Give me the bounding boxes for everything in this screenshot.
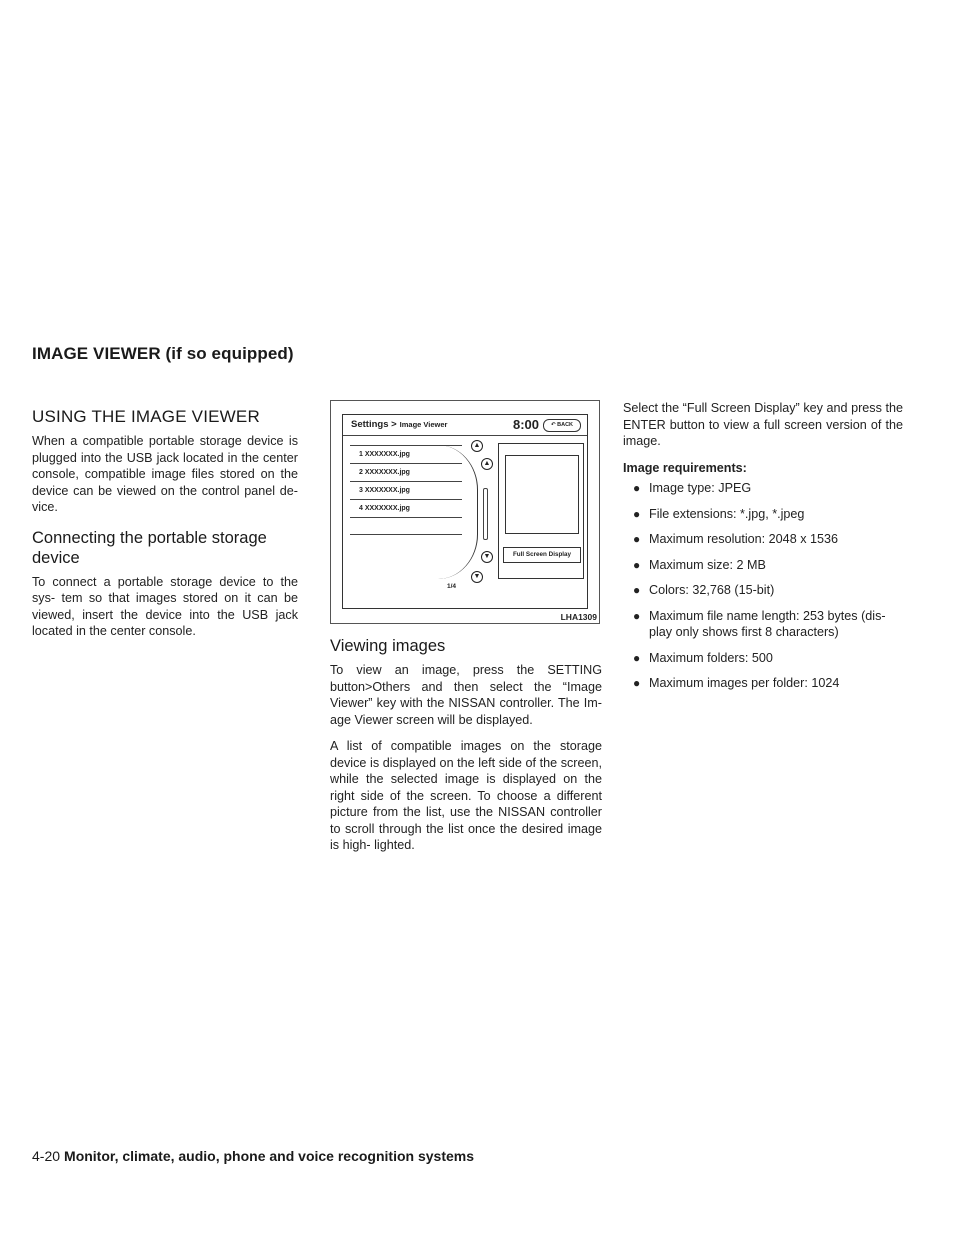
screen-clock: 8:00 xyxy=(513,417,540,432)
back-button[interactable]: ↶ BACK xyxy=(543,419,581,432)
requirements-heading: Image requirements: xyxy=(623,460,747,475)
requirement-item: ● Maximum file name length: 253 bytes (dis- play only shows first 8 characters) xyxy=(633,608,886,639)
bullet-icon: ● xyxy=(633,532,641,546)
full-screen-display-button[interactable]: Full Screen Display xyxy=(503,547,581,563)
screen-display xyxy=(342,414,588,609)
full-screen-paragraph: Select the “Full Screen Display” key and press the ENTER button to view a full screen version of the image. xyxy=(623,401,903,448)
file-list-item[interactable]: 1 XXXXXXX.jpg xyxy=(350,445,462,463)
requirement-item: ● Maximum size: 2 MB xyxy=(633,557,766,572)
screen-header xyxy=(343,415,587,436)
image-viewer-figure xyxy=(330,400,600,624)
bullet-icon: ● xyxy=(633,608,641,623)
heading-using-image-viewer: USING THE IMAGE VIEWER xyxy=(32,407,260,426)
figure-label: LHA1309 xyxy=(560,612,597,622)
viewing-paragraph-1: To view an image, press the SETTING button>Others and then select the “Image Viewer” key with the NISSAN controller. The Im- age Viewer screen will be displayed. xyxy=(330,663,602,727)
requirements-list xyxy=(623,480,903,692)
column-1 xyxy=(32,400,298,650)
column-3 xyxy=(623,400,903,701)
preview-panel xyxy=(498,443,584,579)
connect-paragraph: To connect a portable storage device to the sys- tem so that images stored on it can be viewed, insert the device into the USB jack located in the center console. xyxy=(32,574,298,638)
bullet-icon: ● xyxy=(633,557,641,572)
requirement-item: ● Maximum resolution: 2048 x 1536 xyxy=(633,532,839,546)
column-2 xyxy=(330,400,602,864)
page-indicator: 1/4 xyxy=(447,583,457,590)
requirement-item: ● Colors: 32,768 (15-bit) xyxy=(633,583,775,597)
requirement-item: ● File extensions: *.jpg, *.jpeg xyxy=(633,506,805,521)
page-number: 4-20 xyxy=(32,1148,61,1164)
viewing-paragraph-2: A list of compatible images on the storage device is displayed on the left side of the screen, while the selected image is displayed on the right side of the screen. To choose a different picture from the list, use the NISSAN controller to scroll through the list once the desired image is high- lighted. xyxy=(330,739,602,852)
bullet-icon: ● xyxy=(633,676,641,690)
scroll-up-top-icon[interactable]: ▲ xyxy=(471,440,483,452)
file-list-item[interactable]: 3 XXXXXXX.jpg xyxy=(350,481,462,499)
requirement-item: ● Maximum images per folder: 1024 xyxy=(633,676,840,690)
screen-title: Settings > Image Viewer xyxy=(351,419,448,430)
file-list-item[interactable]: 2 XXXXXXX.jpg xyxy=(350,463,462,481)
image-preview xyxy=(505,455,579,534)
heading-viewing-images: Viewing images xyxy=(330,637,446,655)
page-footer xyxy=(32,1148,474,1164)
chapter-title: Monitor, climate, audio, phone and voice recognition systems xyxy=(64,1148,474,1164)
bullet-icon: ● xyxy=(633,650,641,665)
scroll-down-bottom-icon[interactable]: ▼ xyxy=(471,571,483,583)
file-list-item[interactable]: 4 XXXXXXX.jpg xyxy=(350,499,462,517)
list-curve xyxy=(438,445,478,579)
intro-paragraph: When a compatible portable storage device is plugged into the USB jack located in the center console, compatible image files stored on the device can be viewed on the control panel de- vice. xyxy=(32,434,298,514)
scroll-down-icon[interactable]: ▼ xyxy=(481,551,493,563)
bullet-icon: ● xyxy=(633,481,641,495)
scrollbar[interactable] xyxy=(483,488,488,540)
requirement-item: ● Maximum folders: 500 xyxy=(633,650,773,665)
bullet-icon: ● xyxy=(633,506,641,521)
section-title: IMAGE VIEWER (if so equipped) xyxy=(32,344,294,363)
requirement-item: ● Image type: JPEG xyxy=(633,481,752,495)
bullet-icon: ● xyxy=(633,583,641,597)
heading-connecting-storage: Connecting the portable storage device xyxy=(32,528,267,567)
screen-subtitle: Image Viewer xyxy=(399,420,448,429)
scroll-up-icon[interactable]: ▲ xyxy=(481,458,493,470)
